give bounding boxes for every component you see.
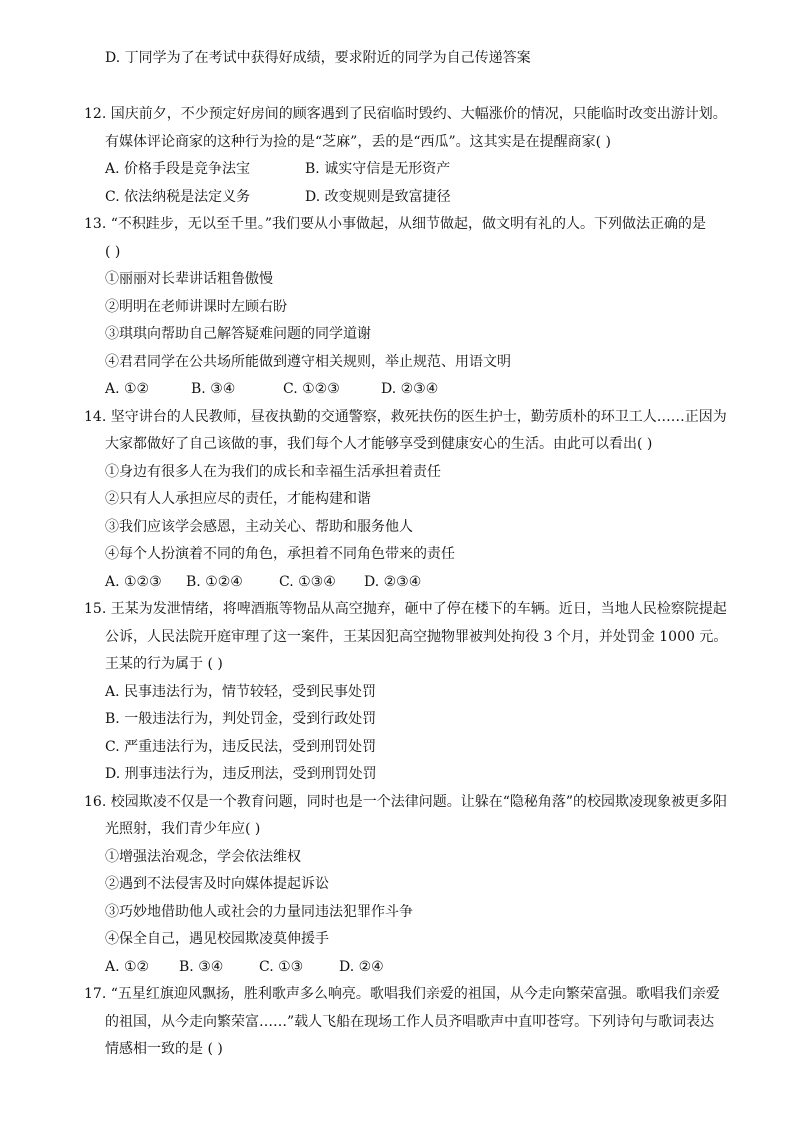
q14-stem-line-2: 大家都做好了自己该做的事，我们每个人才能够享受到健康安心的生活。由此可以看出( ) — [105, 436, 653, 452]
q16-option-d[interactable]: D. ②④ — [339, 959, 384, 975]
q13-option-b[interactable]: B. ③④ — [191, 381, 236, 397]
q14-option-c[interactable]: C. ①③④ — [279, 574, 336, 590]
q12-stem-line-2: 有媒体评论商家的这种行为捡的是“芝麻”，丢的是“西瓜”。这其实是在提醒商家( ) — [105, 134, 612, 150]
q12-options-row-2 — [105, 187, 451, 207]
q16-option-b[interactable]: B. ③④ — [179, 959, 224, 975]
q15-option-a[interactable]: A. 民事违法行为，情节较轻，受到民事处罚 — [105, 684, 377, 700]
q16-option-a[interactable]: A. ①② — [105, 959, 150, 975]
q17-stem-line-2: 的祖国，从今走向繁荣富……”载人飞船在现场工作人员齐唱歌声中直叩苍穹。下列诗句与歌词表达 — [105, 1014, 715, 1030]
q13-option-a[interactable]: A. ①② — [105, 381, 150, 397]
q15-stem-line-3: 王某的行为属于 ( ) — [105, 656, 223, 672]
q12-option-b[interactable]: B. 诚实守信是无形资产 — [305, 161, 451, 177]
q14-option-b[interactable]: B. ①②④ — [186, 574, 243, 590]
q16-item-2: ②遇到不法侵害及时向媒体提起诉讼 — [105, 876, 329, 892]
q15-option-b[interactable]: B. 一般违法行为，判处罚金，受到行政处罚 — [105, 711, 377, 727]
q12-options-row-1 — [105, 159, 450, 179]
q13-item-4: ④君君同学在公共场所能做到遵守相关规则，举止规范、用语文明 — [105, 354, 511, 370]
q15-stem-line-1: 15. 王某为发泄情绪，将啤酒瓶等物品从高空抛弃，砸中了停在楼下的车辆。近日，当地人民检察院提起 — [84, 601, 727, 617]
q17-stem-line-3: 情感相一致的是 ( ) — [105, 1041, 223, 1057]
q11-option-d: D. 丁同学为了在考试中获得好成绩，要求附近的同学为自己传递答案 — [105, 50, 531, 66]
q16-item-3: ③巧妙地借助他人或社会的力量同违法犯罪作斗争 — [105, 904, 413, 920]
q14-item-4: ④每个人扮演着不同的角色，承担着不同角色带来的责任 — [105, 546, 455, 562]
q16-options — [105, 957, 384, 977]
q13-option-d[interactable]: D. ②③④ — [381, 381, 439, 397]
q14-item-3: ③我们应该学会感恩，主动关心、帮助和服务他人 — [105, 519, 413, 535]
q13-stem-line-1: 13. “不积跬步，无以至千里。”我们要从小事做起，从细节做起，做文明有礼的人。下列做法正确的是 — [84, 216, 707, 232]
q12-option-a[interactable]: A. 价格手段是竞争法宝 — [105, 161, 251, 177]
q15-option-c[interactable]: C. 严重违法行为，违反民法，受到刑罚处罚 — [105, 739, 377, 755]
q12-option-d[interactable]: D. 改变规则是致富捷径 — [305, 189, 451, 205]
q14-option-d[interactable]: D. ②③④ — [364, 574, 422, 590]
q12-option-c[interactable]: C. 依法纳税是法定义务 — [105, 189, 251, 205]
q17-stem-line-1: 17. “五星红旗迎风飘扬，胜利歌声多么响亮。歌唱我们亲爱的祖国，从今走向繁荣富强。歌唱我们亲爱 — [84, 986, 720, 1002]
q14-item-1: ①身边有很多人在为我们的成长和幸福生活承担着责任 — [105, 464, 441, 480]
q13-item-1: ①丽丽对长辈讲话粗鲁傲慢 — [105, 271, 273, 287]
q16-stem-line-2: 光照射，我们青少年应( ) — [105, 821, 261, 837]
q15-stem-line-2: 公诉，人民法院开庭审理了这一案件，王某因犯高空抛物罪被判处拘役 3 个月，并处罚金 1000 元。 — [105, 629, 728, 645]
q13-option-c[interactable]: C. ①②③ — [283, 381, 340, 397]
q13-stem-line-2: ( ) — [105, 244, 121, 260]
q12-stem-line-1: 12. 国庆前夕，不少预定好房间的顾客遇到了民宿临时毁约、大幅涨价的情况，只能临时改变出游计划。 — [84, 106, 727, 122]
q16-stem-line-1: 16. 校园欺凌不仅是一个教育问题，同时也是一个法律问题。让躲在“隐秘角落”的校园欺凌现象被更多阳 — [84, 794, 728, 810]
q14-options — [105, 572, 421, 592]
q15-option-d[interactable]: D. 刑事违法行为，违反刑法，受到刑罚处罚 — [105, 766, 377, 782]
q16-option-c[interactable]: C. ①③ — [259, 959, 304, 975]
q13-item-2: ②明明在老师讲课时左顾右盼 — [105, 299, 287, 315]
q13-item-3: ③琪琪向帮助自己解答疑难问题的同学道谢 — [105, 326, 371, 342]
q16-item-4: ④保全自己，遇见校园欺凌莫伸援手 — [105, 931, 329, 947]
q13-options — [105, 379, 438, 399]
q14-stem-line-1: 14. 坚守讲台的人民教师，昼夜执勤的交通警察，救死扶伤的医生护士，勤劳质朴的环卫工人……正因为 — [84, 409, 727, 425]
q16-item-1: ①增强法治观念，学会依法维权 — [105, 849, 301, 865]
q14-item-2: ②只有人人承担应尽的责任，才能构建和谐 — [105, 491, 371, 507]
q14-option-a[interactable]: A. ①②③ — [105, 574, 162, 590]
